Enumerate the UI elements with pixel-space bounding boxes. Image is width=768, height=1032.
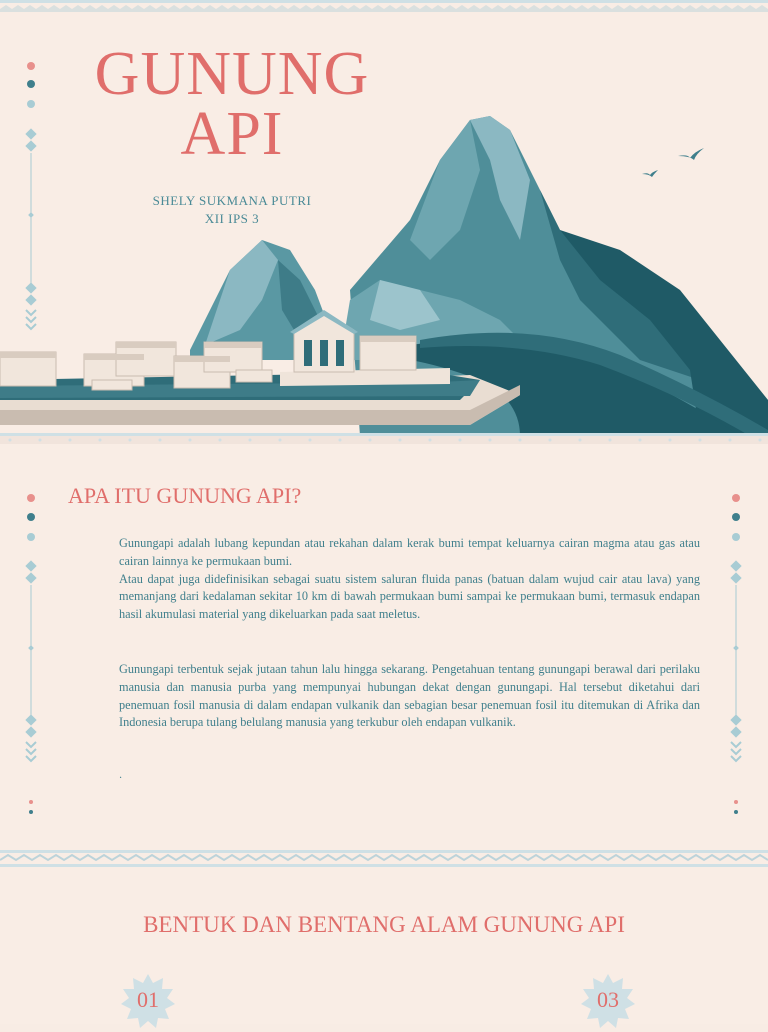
divider-pattern: [0, 424, 768, 436]
top-border-pattern: [0, 0, 768, 12]
paragraph: Atau dapat juga didefinisikan sebagai suatu sistem saluran fluida panas (batuan dalam wujud cair atau lava) yang memanjang dari kedalaman sekitar 10 km di bawah permukaan bumi sampai ke permukaan bumi, termasuk endapan hasil akumulasi material yang dikeluarkan pada saat meletus.: [119, 571, 700, 622]
paragraph: Gunungapi terbentuk sejak jutaan tahun lalu hingga sekarang. Pengetahuan tentang gunungapi berawal dari perilaku manusia dan manusia purba yang mempunyai hubungan dekat dengan gunungapi. Hal tersebut diketahui dari penemuan fosil manusia di dalam endapan vulkanik dan sebagian besar penemuan fosil itu ditemukan di Afrika dan Indonesia berupa tulang belulang manusia yang terkubur oleh endapan vulkanik.: [119, 662, 700, 730]
starburst-badge: [121, 974, 175, 1028]
badge-number: 01: [137, 987, 159, 1012]
landform-slide: [0, 868, 768, 1024]
title-line-1: GUNUNG: [94, 40, 370, 108]
trailing-mark: .: [119, 770, 123, 781]
dot-column-ornament: [22, 490, 42, 820]
title-slide: [0, 0, 768, 436]
starburst-badge: [581, 974, 635, 1028]
dot-column-ornament: [727, 490, 747, 820]
section-heading: APA ITU GUNUNG API?: [68, 483, 302, 508]
slide-divider: [0, 436, 768, 444]
title-line-2: API: [180, 100, 284, 168]
author-name: SHELY SUKMANA PUTRI: [152, 193, 312, 208]
definition-text: [119, 535, 700, 624]
paragraph: Gunungapi adalah lubang kepundan atau rekahan dalam kerak bumi tempat keluarnya cairan magma atau gas atau cairan lainnya ke permukaan bumi.: [119, 536, 700, 568]
mountain-illustration: [0, 100, 768, 436]
section-heading: BENTUK DAN BENTANG ALAM GUNUNG API: [143, 912, 625, 937]
history-text: [119, 661, 700, 732]
author-class: XII IPS 3: [204, 211, 260, 226]
badge-number: 03: [597, 987, 619, 1012]
divider-pattern: [0, 848, 768, 868]
